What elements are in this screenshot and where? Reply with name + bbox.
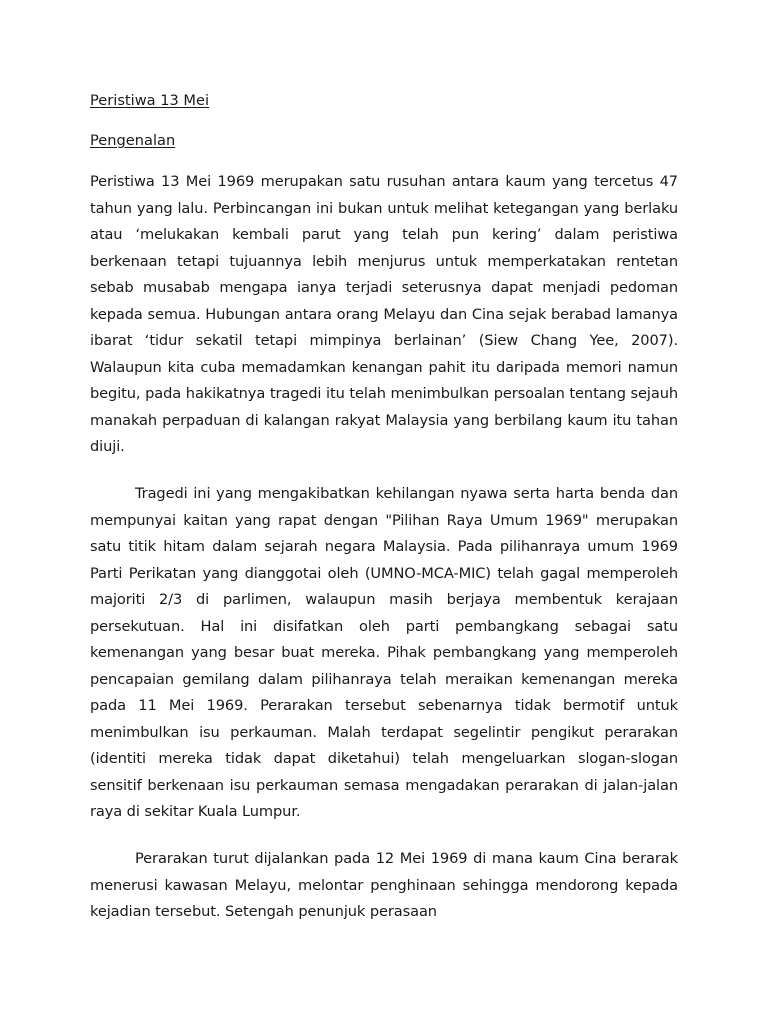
section-heading: Pengenalan [90, 132, 176, 149]
paragraph-procession: Perarakan turut dijalankan pada 12 Mei 1969 di mana kaum Cina berarak menerusi kawasan Melayu, melontar penghinaan sehingga mendorong kepada kejadian tersebut. Setengah penunjuk perasaan [90, 850, 678, 920]
document-title: Peristiwa 13 Mei [90, 92, 210, 109]
paragraph-intro: Peristiwa 13 Mei 1969 merupakan satu rusuhan antara kaum yang tercetus 47 tahun yang lalu. Perbincangan ini bukan untuk melihat ketegangan yang berlaku atau ‘melukakan kembali parut yang telah pun kering’ dalam peristiwa berkenaan tetapi tujuannya lebih menjurus untuk memperkatakan rentetan sebab musabab mengapa ianya terjadi seterusnya dapat menjadi pedoman kepada semua. Hubungan antara orang Melayu dan Cina sejak berabad lamanya ibarat ‘tidur sekatil tetapi mimpinya berlainan’ (Siew Chang Yee, 2007). Walaupun kita cuba memadamkan kenangan pahit itu daripada memori namun begitu, pada hakikatnya tragedi itu telah menimbulkan persoalan tentang sejauh manakah perpaduan di kalangan rakyat Malaysia yang berbilang kaum itu tahan diuji. [90, 173, 678, 455]
paragraph-tragedy: Tragedi ini yang mengakibatkan kehilangan nyawa serta harta benda dan mempunyai kaitan yang rapat dengan "Pilihan Raya Umum 1969" merupakan satu titik hitam dalam sejarah negara Malaysia. Pada pilihanraya umum 1969 Parti Perikatan yang dianggotai oleh (UMNO-MCA-MIC) telah gagal memperoleh majoriti 2/3 di parlimen, walaupun masih berjaya membentuk kerajaan persekutuan. Hal ini disifatkan oleh parti pembangkang sebagai satu kemenangan yang besar buat mereka. Pihak pembangkang yang memperoleh pencapaian gemilang dalam pilihanraya telah meraikan kemenangan mereka pada 11 Mei 1969. Perarakan tersebut sebenarnya tidak bermotif untuk menimbulkan isu perkauman. Malah terdapat segelintir pengikut perarakan (identiti mereka tidak dapat diketahui) telah mengeluarkan slogan-slogan sensitif berkenaan isu perkauman semasa mengadakan perarakan di jalan-jalan raya di sekitar Kuala Lumpur. [90, 485, 678, 820]
